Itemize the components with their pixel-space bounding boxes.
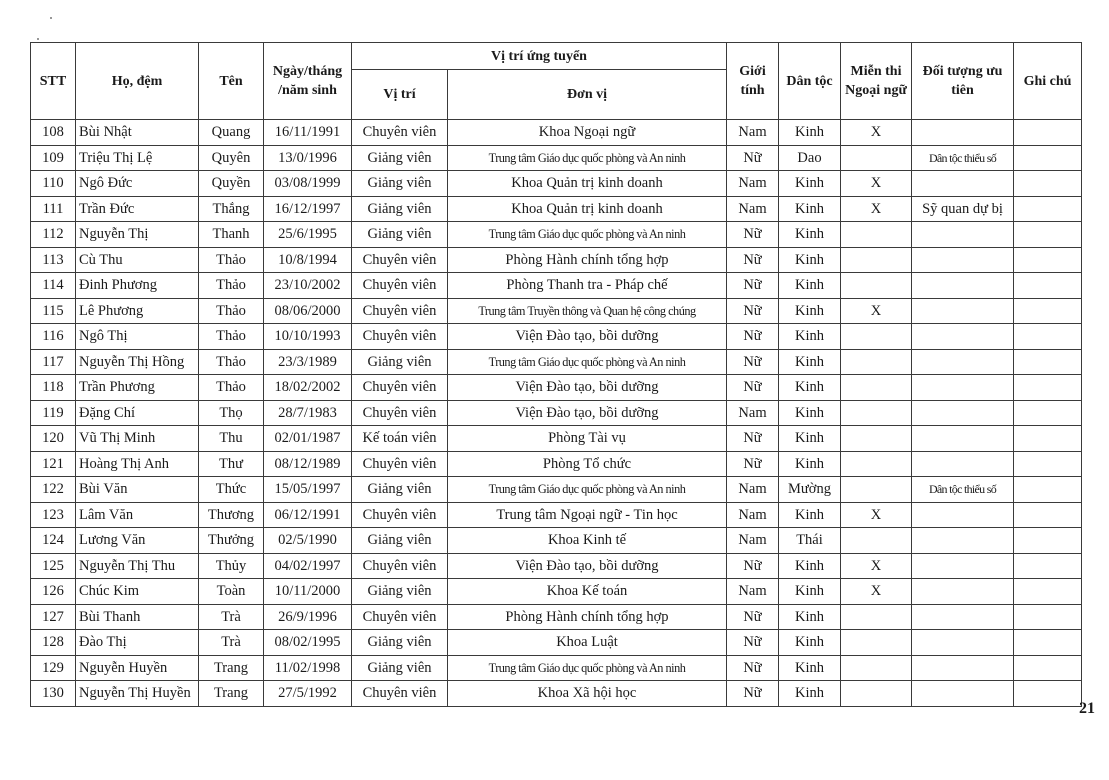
cell-ten: Thắng xyxy=(199,196,264,222)
cell-dan-toc: Dao xyxy=(779,145,841,171)
cell-mien-thi: X xyxy=(841,553,912,579)
header-don-vi: Đơn vị xyxy=(448,70,727,120)
cell-vi-tri: Giảng viên xyxy=(352,349,448,375)
cell-ghi-chu xyxy=(1014,400,1082,426)
cell-stt: 112 xyxy=(31,222,76,248)
cell-dan-toc: Kinh xyxy=(779,630,841,656)
cell-vi-tri: Chuyên viên xyxy=(352,681,448,707)
cell-mien-thi: X xyxy=(841,171,912,197)
cell-doi-tuong xyxy=(912,324,1014,350)
cell-ngay-sinh: 08/02/1995 xyxy=(264,630,352,656)
cell-stt: 118 xyxy=(31,375,76,401)
cell-stt: 115 xyxy=(31,298,76,324)
cell-ngay-sinh: 03/08/1999 xyxy=(264,171,352,197)
cell-mien-thi xyxy=(841,630,912,656)
cell-ho-dem: Ngô Thị xyxy=(76,324,199,350)
cell-ten: Thu xyxy=(199,426,264,452)
cell-don-vi: Khoa Kế toán xyxy=(448,579,727,605)
cell-ten: Thưởng xyxy=(199,528,264,554)
cell-mien-thi xyxy=(841,375,912,401)
cell-ten: Quyên xyxy=(199,145,264,171)
cell-ghi-chu xyxy=(1014,120,1082,146)
cell-doi-tuong xyxy=(912,553,1014,579)
cell-ghi-chu xyxy=(1014,273,1082,299)
cell-gioi-tinh: Nữ xyxy=(727,426,779,452)
cell-ngay-sinh: 15/05/1997 xyxy=(264,477,352,503)
table-row xyxy=(31,273,1082,299)
cell-ngay-sinh: 06/12/1991 xyxy=(264,502,352,528)
cell-ho-dem: Ngô Đức xyxy=(76,171,199,197)
cell-vi-tri: Chuyên viên xyxy=(352,400,448,426)
cell-ngay-sinh: 10/8/1994 xyxy=(264,247,352,273)
cell-dan-toc: Kinh xyxy=(779,375,841,401)
cell-doi-tuong xyxy=(912,400,1014,426)
cell-ho-dem: Lê Phương xyxy=(76,298,199,324)
cell-don-vi: Khoa Xã hội học xyxy=(448,681,727,707)
cell-ho-dem: Lương Văn xyxy=(76,528,199,554)
cell-mien-thi xyxy=(841,222,912,248)
table-row xyxy=(31,553,1082,579)
cell-dan-toc: Kinh xyxy=(779,604,841,630)
header-stt: STT xyxy=(31,43,76,120)
cell-ghi-chu xyxy=(1014,171,1082,197)
cell-ghi-chu xyxy=(1014,579,1082,605)
cell-ho-dem: Nguyễn Thị xyxy=(76,222,199,248)
table-row xyxy=(31,375,1082,401)
cell-stt: 117 xyxy=(31,349,76,375)
header-gioi-tinh: Giới tính xyxy=(727,43,779,120)
cell-don-vi: Phòng Thanh tra - Pháp chế xyxy=(448,273,727,299)
cell-ten: Trà xyxy=(199,604,264,630)
cell-don-vi: Phòng Tài vụ xyxy=(448,426,727,452)
cell-ten: Trang xyxy=(199,655,264,681)
header-doi-tuong: Đối tượng ưu tiên xyxy=(912,43,1014,120)
cell-vi-tri: Giảng viên xyxy=(352,477,448,503)
cell-stt: 126 xyxy=(31,579,76,605)
cell-mien-thi xyxy=(841,273,912,299)
cell-don-vi: Khoa Luật xyxy=(448,630,727,656)
cell-gioi-tinh: Nam xyxy=(727,196,779,222)
cell-don-vi: Trung tâm Giáo dục quốc phòng và An ninh xyxy=(448,349,727,375)
table-row xyxy=(31,196,1082,222)
cell-vi-tri: Chuyên viên xyxy=(352,247,448,273)
table-row xyxy=(31,528,1082,554)
cell-dan-toc: Kinh xyxy=(779,655,841,681)
cell-stt: 122 xyxy=(31,477,76,503)
cell-ghi-chu xyxy=(1014,604,1082,630)
cell-ho-dem: Bùi Văn xyxy=(76,477,199,503)
cell-mien-thi xyxy=(841,400,912,426)
cell-ngay-sinh: 23/3/1989 xyxy=(264,349,352,375)
cell-ho-dem: Trần Đức xyxy=(76,196,199,222)
cell-dan-toc: Thái xyxy=(779,528,841,554)
cell-dan-toc: Kinh xyxy=(779,120,841,146)
cell-stt: 108 xyxy=(31,120,76,146)
cell-gioi-tinh: Nữ xyxy=(727,145,779,171)
cell-ngay-sinh: 10/10/1993 xyxy=(264,324,352,350)
cell-ho-dem: Bùi Nhật xyxy=(76,120,199,146)
cell-mien-thi: X xyxy=(841,502,912,528)
cell-vi-tri: Giảng viên xyxy=(352,655,448,681)
cell-mien-thi: X xyxy=(841,196,912,222)
cell-mien-thi xyxy=(841,528,912,554)
cell-ghi-chu xyxy=(1014,477,1082,503)
cell-ghi-chu xyxy=(1014,196,1082,222)
cell-vi-tri: Giảng viên xyxy=(352,579,448,605)
cell-ten: Thanh xyxy=(199,222,264,248)
cell-stt: 119 xyxy=(31,400,76,426)
table-row xyxy=(31,681,1082,707)
cell-ghi-chu xyxy=(1014,502,1082,528)
cell-ngay-sinh: 08/06/2000 xyxy=(264,298,352,324)
cell-vi-tri: Chuyên viên xyxy=(352,604,448,630)
cell-stt: 113 xyxy=(31,247,76,273)
cell-gioi-tinh: Nữ xyxy=(727,451,779,477)
cell-stt: 121 xyxy=(31,451,76,477)
candidate-table xyxy=(30,42,1082,707)
cell-dan-toc: Kinh xyxy=(779,273,841,299)
cell-ngay-sinh: 16/11/1991 xyxy=(264,120,352,146)
cell-mien-thi xyxy=(841,247,912,273)
cell-ngay-sinh: 08/12/1989 xyxy=(264,451,352,477)
cell-vi-tri: Giảng viên xyxy=(352,171,448,197)
cell-don-vi: Trung tâm Ngoại ngữ - Tin học xyxy=(448,502,727,528)
cell-don-vi: Trung tâm Giáo dục quốc phòng và An ninh xyxy=(448,655,727,681)
header-ten: Tên xyxy=(199,43,264,120)
cell-gioi-tinh: Nam xyxy=(727,528,779,554)
cell-vi-tri: Chuyên viên xyxy=(352,273,448,299)
cell-ten: Thảo xyxy=(199,349,264,375)
table-row xyxy=(31,426,1082,452)
cell-ho-dem: Triệu Thị Lệ xyxy=(76,145,199,171)
cell-stt: 124 xyxy=(31,528,76,554)
cell-dan-toc: Kinh xyxy=(779,426,841,452)
table-row xyxy=(31,579,1082,605)
cell-don-vi: Trung tâm Giáo dục quốc phòng và An ninh xyxy=(448,222,727,248)
table-row xyxy=(31,451,1082,477)
cell-ghi-chu xyxy=(1014,553,1082,579)
cell-ten: Thảo xyxy=(199,324,264,350)
cell-stt: 114 xyxy=(31,273,76,299)
cell-vi-tri: Giảng viên xyxy=(352,528,448,554)
cell-ngay-sinh: 11/02/1998 xyxy=(264,655,352,681)
table-row xyxy=(31,222,1082,248)
cell-ten: Thảo xyxy=(199,375,264,401)
cell-don-vi: Viện Đào tạo, bồi dưỡng xyxy=(448,400,727,426)
table-row xyxy=(31,171,1082,197)
cell-vi-tri: Giảng viên xyxy=(352,196,448,222)
cell-ngay-sinh: 28/7/1983 xyxy=(264,400,352,426)
cell-don-vi: Trung tâm Truyền thông và Quan hệ công chúng xyxy=(448,298,727,324)
cell-ghi-chu xyxy=(1014,298,1082,324)
cell-doi-tuong xyxy=(912,273,1014,299)
cell-ghi-chu xyxy=(1014,324,1082,350)
cell-gioi-tinh: Nam xyxy=(727,171,779,197)
cell-don-vi: Phòng Tổ chức xyxy=(448,451,727,477)
cell-doi-tuong xyxy=(912,451,1014,477)
cell-ghi-chu xyxy=(1014,247,1082,273)
cell-mien-thi xyxy=(841,426,912,452)
cell-mien-thi xyxy=(841,451,912,477)
cell-ho-dem: Đinh Phương xyxy=(76,273,199,299)
header-ho-dem: Họ, đệm xyxy=(76,43,199,120)
header-ngay-sinh: Ngày/tháng /năm sinh xyxy=(264,43,352,120)
cell-dan-toc: Kinh xyxy=(779,451,841,477)
cell-doi-tuong xyxy=(912,426,1014,452)
table-row xyxy=(31,247,1082,273)
cell-dan-toc: Kinh xyxy=(779,579,841,605)
cell-ghi-chu xyxy=(1014,145,1082,171)
cell-ten: Thảo xyxy=(199,247,264,273)
cell-ho-dem: Nguyễn Thị Hồng xyxy=(76,349,199,375)
cell-ngay-sinh: 26/9/1996 xyxy=(264,604,352,630)
cell-dan-toc: Kinh xyxy=(779,349,841,375)
cell-mien-thi: X xyxy=(841,579,912,605)
header-dan-toc: Dân tộc xyxy=(779,43,841,120)
cell-vi-tri: Chuyên viên xyxy=(352,324,448,350)
cell-don-vi: Trung tâm Giáo dục quốc phòng và An ninh xyxy=(448,477,727,503)
cell-mien-thi xyxy=(841,477,912,503)
cell-ngay-sinh: 02/5/1990 xyxy=(264,528,352,554)
cell-ghi-chu xyxy=(1014,451,1082,477)
cell-doi-tuong xyxy=(912,502,1014,528)
cell-vi-tri: Chuyên viên xyxy=(352,298,448,324)
cell-gioi-tinh: Nữ xyxy=(727,298,779,324)
cell-doi-tuong xyxy=(912,298,1014,324)
cell-vi-tri: Chuyên viên xyxy=(352,120,448,146)
cell-ten: Quang xyxy=(199,120,264,146)
cell-ten: Thảo xyxy=(199,298,264,324)
cell-ghi-chu xyxy=(1014,375,1082,401)
cell-gioi-tinh: Nam xyxy=(727,502,779,528)
cell-mien-thi xyxy=(841,604,912,630)
cell-ghi-chu xyxy=(1014,528,1082,554)
cell-ho-dem: Bùi Thanh xyxy=(76,604,199,630)
cell-ho-dem: Nguyễn Thị Thu xyxy=(76,553,199,579)
cell-doi-tuong xyxy=(912,681,1014,707)
scan-speck xyxy=(37,38,39,40)
table-row xyxy=(31,604,1082,630)
cell-dan-toc: Kinh xyxy=(779,298,841,324)
cell-ho-dem: Nguyễn Thị Huyền xyxy=(76,681,199,707)
cell-stt: 130 xyxy=(31,681,76,707)
cell-don-vi: Khoa Quản trị kinh doanh xyxy=(448,171,727,197)
cell-doi-tuong xyxy=(912,604,1014,630)
cell-ghi-chu xyxy=(1014,349,1082,375)
header-ghi-chu: Ghi chú xyxy=(1014,43,1082,120)
table-row xyxy=(31,477,1082,503)
cell-don-vi: Phòng Hành chính tổng hợp xyxy=(448,247,727,273)
cell-ngay-sinh: 02/01/1987 xyxy=(264,426,352,452)
cell-gioi-tinh: Nữ xyxy=(727,604,779,630)
cell-doi-tuong xyxy=(912,655,1014,681)
cell-gioi-tinh: Nữ xyxy=(727,375,779,401)
cell-ngay-sinh: 25/6/1995 xyxy=(264,222,352,248)
cell-gioi-tinh: Nữ xyxy=(727,247,779,273)
cell-gioi-tinh: Nữ xyxy=(727,553,779,579)
table-row xyxy=(31,324,1082,350)
cell-mien-thi: X xyxy=(841,298,912,324)
cell-vi-tri: Chuyên viên xyxy=(352,375,448,401)
cell-ten: Thủy xyxy=(199,553,264,579)
cell-mien-thi xyxy=(841,324,912,350)
cell-vi-tri: Giảng viên xyxy=(352,222,448,248)
cell-ngay-sinh: 16/12/1997 xyxy=(264,196,352,222)
cell-stt: 127 xyxy=(31,604,76,630)
cell-vi-tri: Chuyên viên xyxy=(352,553,448,579)
scan-speck xyxy=(50,17,52,19)
cell-stt: 125 xyxy=(31,553,76,579)
cell-ten: Thọ xyxy=(199,400,264,426)
cell-don-vi: Viện Đào tạo, bồi dưỡng xyxy=(448,375,727,401)
cell-gioi-tinh: Nữ xyxy=(727,273,779,299)
cell-dan-toc: Kinh xyxy=(779,400,841,426)
cell-ho-dem: Chúc Kim xyxy=(76,579,199,605)
cell-vi-tri: Giảng viên xyxy=(352,145,448,171)
cell-gioi-tinh: Nam xyxy=(727,120,779,146)
cell-ngay-sinh: 13/0/1996 xyxy=(264,145,352,171)
cell-don-vi: Khoa Ngoại ngữ xyxy=(448,120,727,146)
cell-doi-tuong xyxy=(912,120,1014,146)
cell-vi-tri: Chuyên viên xyxy=(352,502,448,528)
cell-ngay-sinh: 04/02/1997 xyxy=(264,553,352,579)
cell-stt: 129 xyxy=(31,655,76,681)
cell-dan-toc: Kinh xyxy=(779,222,841,248)
cell-ho-dem: Cù Thu xyxy=(76,247,199,273)
table-row xyxy=(31,349,1082,375)
table-row xyxy=(31,655,1082,681)
cell-dan-toc: Mường xyxy=(779,477,841,503)
table-header xyxy=(31,43,1082,120)
cell-mien-thi xyxy=(841,681,912,707)
table-row xyxy=(31,145,1082,171)
cell-ten: Thảo xyxy=(199,273,264,299)
cell-dan-toc: Kinh xyxy=(779,196,841,222)
cell-doi-tuong: Dân tộc thiểu số xyxy=(912,477,1014,503)
cell-mien-thi xyxy=(841,145,912,171)
cell-don-vi: Phòng Hành chính tổng hợp xyxy=(448,604,727,630)
cell-ghi-chu xyxy=(1014,681,1082,707)
cell-ten: Trang xyxy=(199,681,264,707)
cell-ten: Thư xyxy=(199,451,264,477)
cell-mien-thi xyxy=(841,349,912,375)
cell-doi-tuong: Sỹ quan dự bị xyxy=(912,196,1014,222)
table-row xyxy=(31,630,1082,656)
cell-mien-thi: X xyxy=(841,120,912,146)
cell-ten: Thức xyxy=(199,477,264,503)
cell-doi-tuong xyxy=(912,222,1014,248)
cell-dan-toc: Kinh xyxy=(779,681,841,707)
cell-ten: Quyền xyxy=(199,171,264,197)
table-row xyxy=(31,502,1082,528)
cell-ten: Trà xyxy=(199,630,264,656)
cell-dan-toc: Kinh xyxy=(779,171,841,197)
cell-vi-tri: Kế toán viên xyxy=(352,426,448,452)
cell-ngay-sinh: 27/5/1992 xyxy=(264,681,352,707)
cell-ghi-chu xyxy=(1014,655,1082,681)
cell-ten: Toàn xyxy=(199,579,264,605)
cell-vi-tri: Giảng viên xyxy=(352,630,448,656)
cell-stt: 128 xyxy=(31,630,76,656)
cell-gioi-tinh: Nữ xyxy=(727,681,779,707)
cell-gioi-tinh: Nữ xyxy=(727,324,779,350)
cell-ghi-chu xyxy=(1014,426,1082,452)
header-vi-tri: Vị trí xyxy=(352,70,448,120)
cell-ho-dem: Đặng Chí xyxy=(76,400,199,426)
cell-ho-dem: Trần Phương xyxy=(76,375,199,401)
cell-ho-dem: Lâm Văn xyxy=(76,502,199,528)
cell-dan-toc: Kinh xyxy=(779,502,841,528)
cell-ho-dem: Vũ Thị Minh xyxy=(76,426,199,452)
cell-don-vi: Khoa Kinh tế xyxy=(448,528,727,554)
table-row xyxy=(31,298,1082,324)
cell-doi-tuong xyxy=(912,349,1014,375)
cell-don-vi: Trung tâm Giáo dục quốc phòng và An ninh xyxy=(448,145,727,171)
table-row xyxy=(31,120,1082,146)
cell-don-vi: Viện Đào tạo, bồi dưỡng xyxy=(448,324,727,350)
cell-ten: Thương xyxy=(199,502,264,528)
cell-gioi-tinh: Nữ xyxy=(727,655,779,681)
cell-don-vi: Viện Đào tạo, bồi dưỡng xyxy=(448,553,727,579)
header-vi-tri-ung-tuyen: Vị trí ứng tuyển xyxy=(352,43,727,70)
cell-gioi-tinh: Nam xyxy=(727,477,779,503)
cell-ho-dem: Đào Thị xyxy=(76,630,199,656)
cell-stt: 110 xyxy=(31,171,76,197)
cell-don-vi: Khoa Quản trị kinh doanh xyxy=(448,196,727,222)
header-mien-thi: Miễn thi Ngoại ngữ xyxy=(841,43,912,120)
cell-gioi-tinh: Nam xyxy=(727,400,779,426)
cell-doi-tuong xyxy=(912,528,1014,554)
cell-gioi-tinh: Nữ xyxy=(727,349,779,375)
cell-ghi-chu xyxy=(1014,222,1082,248)
cell-mien-thi xyxy=(841,655,912,681)
cell-ngay-sinh: 10/11/2000 xyxy=(264,579,352,605)
table-row xyxy=(31,400,1082,426)
cell-stt: 116 xyxy=(31,324,76,350)
cell-vi-tri: Chuyên viên xyxy=(352,451,448,477)
cell-stt: 120 xyxy=(31,426,76,452)
cell-dan-toc: Kinh xyxy=(779,247,841,273)
cell-stt: 109 xyxy=(31,145,76,171)
cell-ho-dem: Nguyễn Huyền xyxy=(76,655,199,681)
cell-doi-tuong xyxy=(912,247,1014,273)
cell-ghi-chu xyxy=(1014,630,1082,656)
cell-ho-dem: Hoàng Thị Anh xyxy=(76,451,199,477)
cell-dan-toc: Kinh xyxy=(779,324,841,350)
cell-stt: 123 xyxy=(31,502,76,528)
cell-ngay-sinh: 18/02/2002 xyxy=(264,375,352,401)
cell-doi-tuong xyxy=(912,630,1014,656)
cell-gioi-tinh: Nữ xyxy=(727,222,779,248)
table-body xyxy=(31,120,1082,707)
page-number: 21 xyxy=(1079,700,1095,717)
cell-doi-tuong xyxy=(912,579,1014,605)
cell-doi-tuong: Dân tộc thiểu số xyxy=(912,145,1014,171)
cell-gioi-tinh: Nam xyxy=(727,579,779,605)
cell-dan-toc: Kinh xyxy=(779,553,841,579)
cell-doi-tuong xyxy=(912,171,1014,197)
cell-gioi-tinh: Nữ xyxy=(727,630,779,656)
cell-stt: 111 xyxy=(31,196,76,222)
cell-doi-tuong xyxy=(912,375,1014,401)
cell-ngay-sinh: 23/10/2002 xyxy=(264,273,352,299)
